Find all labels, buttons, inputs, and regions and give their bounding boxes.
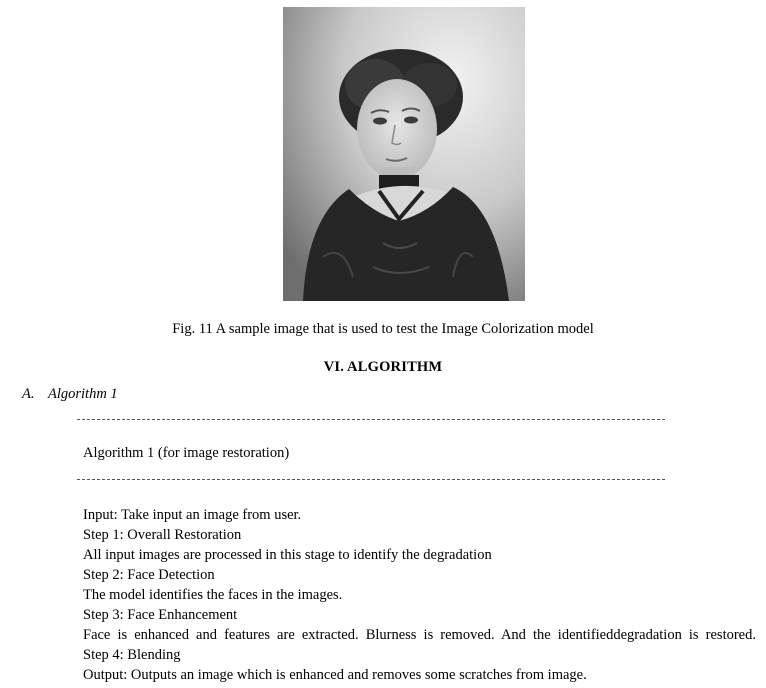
- algorithm-mid-rule: [77, 479, 665, 480]
- subsection-heading: [22, 386, 118, 403]
- algorithm-line: All input images are processed in this stage to identify the degradation: [83, 547, 492, 563]
- algorithm-line: Step 2: Face Detection: [83, 567, 215, 583]
- algorithm-top-rule: [77, 419, 665, 420]
- portrait-photo: [283, 7, 525, 301]
- algorithm-line: Input: Take input an image from user.: [83, 507, 302, 523]
- algorithm-line: Step 3: Face Enhancement: [83, 607, 238, 623]
- algorithm-line: Output: Outputs an image which is enhanced and removes some scratches from image.: [83, 667, 587, 683]
- algorithm-line: The model identifies the faces in the images.: [83, 587, 343, 603]
- figure-caption: Fig. 11 A sample image that is used to test the Image Colorization model: [172, 321, 594, 337]
- algorithm-steps: [83, 505, 756, 685]
- algorithm-title: Algorithm 1 (for image restoration): [83, 445, 290, 461]
- figure-image: [283, 7, 525, 301]
- algorithm-line: Face is enhanced and features are extracted. Blurness is removed. And the identifieddegradation is restored.: [83, 627, 756, 643]
- algorithm-line: Step 4: Blending: [83, 647, 181, 663]
- subsection-number: A.: [22, 386, 35, 402]
- algorithm-line: Step 1: Overall Restoration: [83, 527, 242, 543]
- subsection-title: Algorithm 1: [48, 386, 118, 402]
- section-heading: VI. ALGORITHM: [323, 359, 443, 375]
